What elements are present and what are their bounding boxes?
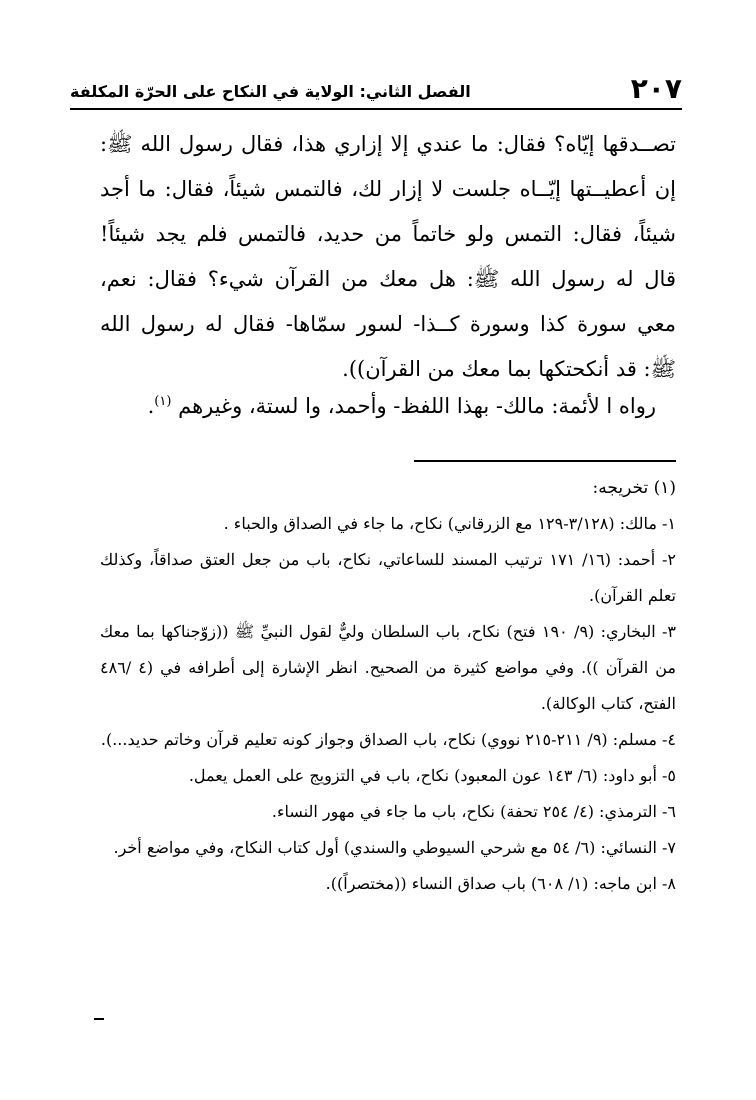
footnote-item: ٥- أبو داود: (٦/ ١٤٣ عون المعبود) نكاح، باب في التزويج على العمل يعمل. <box>188 766 676 785</box>
hadith-paragraph: تصــدقها إيّاه؟ فقال: ما عندي إلا إزاري هذا، فقال رسول الله ﷺ: إن أعطيــتها إيّــاه جلست لا إزار لك، فالتمس شيئاً، فقال: ما أجد شيئاً، فقال: التمس ولو خاتماً من حديد، فالتمس فلم يجد شيئاً! قال له رسول الله ﷺ: هل معك من القرآن شيء؟ فقال: نعم، معي سورة كذا وسورة كــذا- لسور سمّاها- فقال له رسول الله ﷺ: قد أنكحتكها بما معك من القرآن)). <box>100 132 676 381</box>
running-header <box>70 70 682 104</box>
main-text <box>100 122 676 392</box>
page-number: ٢٠٧ <box>630 72 682 105</box>
header-divider <box>70 108 682 110</box>
footnote-item: ٢- أحمد: (١٦/ ١٧١ ترتيب المسند للساعاتي، نكاح، باب من جعل العتق صداقاً، وكذلك تعلم القرآن). <box>100 550 676 605</box>
page-end-mark <box>94 1018 104 1020</box>
footnote-item: ٣- البخاري: (٩/ ١٩٠ فتح) نكاح، باب السلطان وليٌّ لقول النبيِّ ﷺ ((زوّجناكها بما معك من القرآن )). وفي مواضع كثيرة من الصحيح. انظر الإشارة إلى أطرافه في (٤ /٤٨٦ الفتح، كتاب الوكالة). <box>100 622 677 713</box>
footnote-divider <box>414 460 676 462</box>
narration-line: رواه ا لأئمة: مالك- بهذا اللفظ- وأحمد، وا لستة، وغيرهم $^{(١)}$. <box>147 394 656 418</box>
footnote-heading: (١) تخريجه: <box>592 478 676 498</box>
chapter-title: الفصل الثاني: الولاية في النكاح على الحرّة المكلفة <box>70 82 471 101</box>
footnote-item: ٧- النسائي: (٦/ ٥٤ مع شرحي السيوطي والسندي) أول كتاب النكاح، وفي مواضع أخر. <box>113 838 676 857</box>
footnotes-section <box>100 470 676 902</box>
footnote-item: ٤- مسلم: (٩/ ٢١١-٢١٥ نووي) نكاح، باب الصداق وجواز كونه تعليم قرآن وخاتم حديد...). <box>100 730 676 749</box>
footnote-marker: (١) <box>154 394 172 409</box>
footnote-item: ١- مالك: (٣/١٢٨-١٢٩ مع الزرقاني) نكاح، ما جاء في الصداق والحباء . <box>223 514 676 533</box>
footnote-item: ٦- الترمذي: (٤/ ٢٥٤ تحفة) نكاح، باب ما جاء في مهور النساء. <box>271 802 676 821</box>
footnote-item: ٨- ابن ماجه: (١/ ٦٠٨) باب صداق النساء ((مختصراً)). <box>325 874 676 893</box>
narration-text: رواه ا لأئمة: مالك- بهذا اللفظ- وأحمد، وا لستة، وغيرهم <box>178 394 656 418</box>
